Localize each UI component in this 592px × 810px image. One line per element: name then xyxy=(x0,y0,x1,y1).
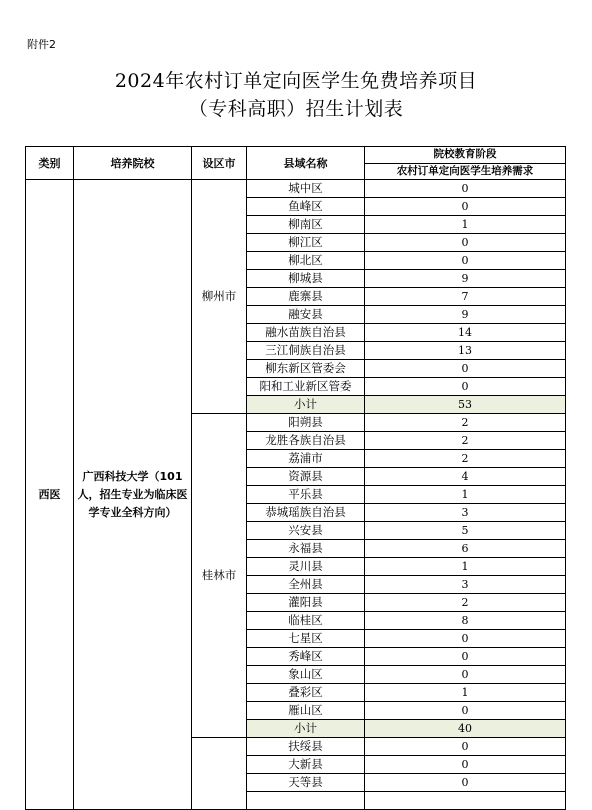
county-name: 城中区 xyxy=(247,180,365,198)
county-name: 龙胜各族自治县 xyxy=(247,432,365,450)
demand-value: 7 xyxy=(365,288,566,306)
table-row xyxy=(26,180,566,198)
demand-value: 0 xyxy=(365,738,566,756)
demand-value: 2 xyxy=(365,450,566,468)
demand-value: 9 xyxy=(365,270,566,288)
demand-value: 0 xyxy=(365,702,566,720)
demand-value: 8 xyxy=(365,612,566,630)
demand-value: 1 xyxy=(365,486,566,504)
demand-value: 0 xyxy=(365,378,566,396)
county-name: 鱼峰区 xyxy=(247,198,365,216)
county-name: 融水苗族自治县 xyxy=(247,324,365,342)
county-name: 柳北区 xyxy=(247,252,365,270)
demand-value: 1 xyxy=(365,558,566,576)
county-name: 叠彩区 xyxy=(247,684,365,702)
county-name: 灌阳县 xyxy=(247,594,365,612)
header-school: 培养院校 xyxy=(74,147,192,180)
page-title: 2024年农村订单定向医学生免费培养项目 xyxy=(114,70,478,92)
county-name: 柳城县 xyxy=(247,270,365,288)
county-name: 永福县 xyxy=(247,540,365,558)
demand-value: 14 xyxy=(365,324,566,342)
demand-value: 13 xyxy=(365,342,566,360)
county-name xyxy=(247,792,365,810)
school-cell: 广西科技大学（101人，招生专业为临床医学专业全科方向） xyxy=(74,180,192,810)
county-name: 柳东新区管委会 xyxy=(247,360,365,378)
demand-value: 0 xyxy=(365,234,566,252)
demand-value: 0 xyxy=(365,648,566,666)
county-name: 大新县 xyxy=(247,756,365,774)
county-name: 阳和工业新区管委 xyxy=(247,378,365,396)
county-name: 全州县 xyxy=(247,576,365,594)
county-name: 鹿寨县 xyxy=(247,288,365,306)
county-name: 秀峰区 xyxy=(247,648,365,666)
demand-value: 0 xyxy=(365,360,566,378)
demand-value: 9 xyxy=(365,306,566,324)
demand-value: 3 xyxy=(365,576,566,594)
county-name: 象山区 xyxy=(247,666,365,684)
demand-value: 0 xyxy=(365,666,566,684)
demand-value: 1 xyxy=(365,216,566,234)
demand-value: 0 xyxy=(365,198,566,216)
county-name: 三江侗族自治县 xyxy=(247,342,365,360)
county-name: 阳朔县 xyxy=(247,414,365,432)
county-name: 临桂区 xyxy=(247,612,365,630)
attachment-label: 附件2 xyxy=(27,38,56,51)
page-subtitle: （专科高职）招生计划表 xyxy=(188,98,404,120)
county-name: 雁山区 xyxy=(247,702,365,720)
header-stage: 院校教育阶段 xyxy=(365,147,566,164)
county-name: 七星区 xyxy=(247,630,365,648)
city-cell: 桂林市 xyxy=(192,414,247,738)
demand-value: 2 xyxy=(365,594,566,612)
header-demand: 农村订单定向医学生培养需求 xyxy=(365,163,566,180)
subtotal-value: 40 xyxy=(365,720,566,738)
demand-value: 5 xyxy=(365,522,566,540)
header-category: 类别 xyxy=(26,147,74,180)
enrollment-plan-table xyxy=(25,146,566,810)
header-county: 县域名称 xyxy=(247,147,365,180)
demand-value: 4 xyxy=(365,468,566,486)
demand-value: 2 xyxy=(365,432,566,450)
demand-value: 0 xyxy=(365,756,566,774)
demand-value: 6 xyxy=(365,540,566,558)
demand-value: 0 xyxy=(365,252,566,270)
demand-value: 3 xyxy=(365,504,566,522)
county-name: 扶绥县 xyxy=(247,738,365,756)
county-name: 融安县 xyxy=(247,306,365,324)
county-name: 天等县 xyxy=(247,774,365,792)
demand-value: 2 xyxy=(365,414,566,432)
subtotal-label: 小计 xyxy=(247,396,365,414)
city-cell: 柳州市 xyxy=(192,180,247,414)
demand-value: 0 xyxy=(365,180,566,198)
demand-value: 0 xyxy=(365,630,566,648)
county-name: 柳江区 xyxy=(247,234,365,252)
demand-value: 1 xyxy=(365,684,566,702)
demand-value xyxy=(365,792,566,810)
demand-value: 0 xyxy=(365,774,566,792)
county-name: 柳南区 xyxy=(247,216,365,234)
header-city: 设区市 xyxy=(192,147,247,180)
city-cell xyxy=(192,738,247,810)
county-name: 资源县 xyxy=(247,468,365,486)
county-name: 灵川县 xyxy=(247,558,365,576)
table-header-row xyxy=(26,147,566,164)
subtotal-label: 小计 xyxy=(247,720,365,738)
county-name: 荔浦市 xyxy=(247,450,365,468)
county-name: 恭城瑶族自治县 xyxy=(247,504,365,522)
county-name: 平乐县 xyxy=(247,486,365,504)
category-cell: 西医 xyxy=(26,180,74,810)
county-name: 兴安县 xyxy=(247,522,365,540)
subtotal-value: 53 xyxy=(365,396,566,414)
